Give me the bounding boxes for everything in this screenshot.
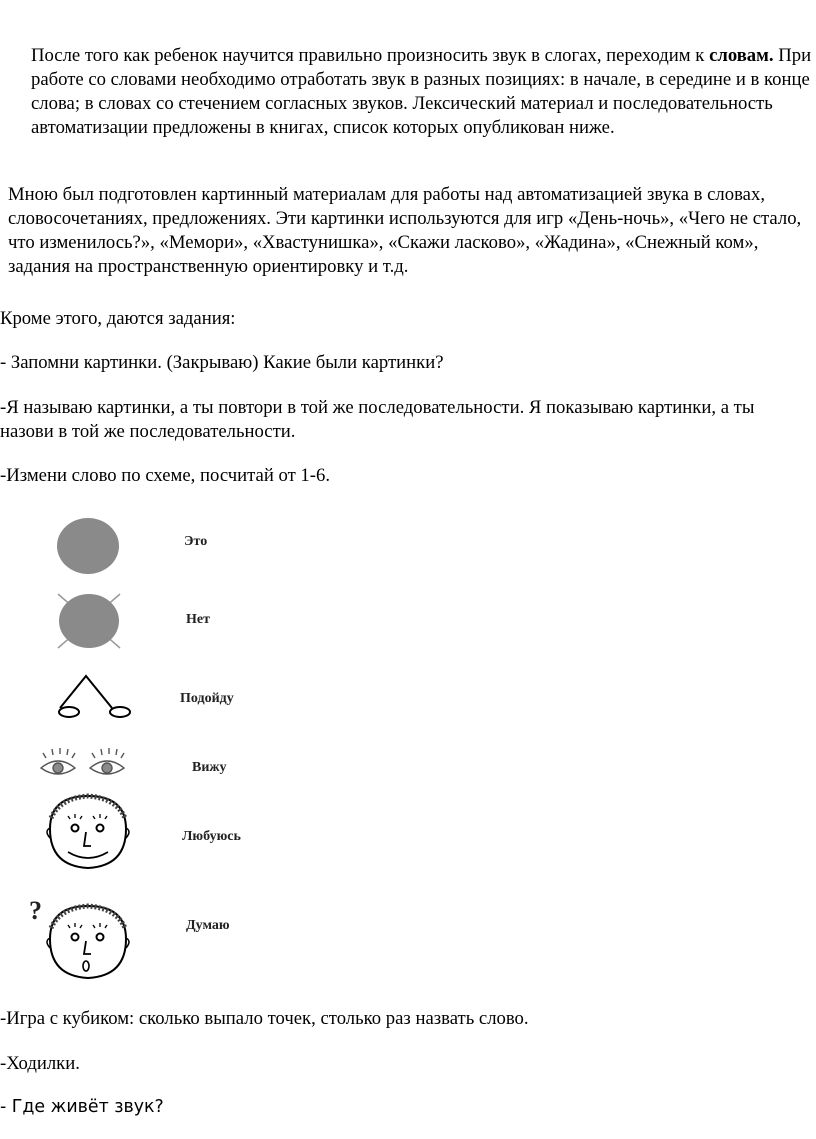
scheme-label-podoydu: Подойду (180, 691, 234, 706)
scheme-label-dumayu: Думаю (186, 918, 230, 933)
paragraph-materials: Мною был подготовлен картинный материалам для работы над автоматизацией звука в словах, словосочетаниях, предложениях. Эти картинки используются для игр «День-ночь», «Чего не стало, что изменилось?», «Мемори», «Хвастунишка», «Скажи ласково», «Жадина», «Снежный ком», задания на пространственную ориентировку и т.д. (8, 184, 802, 277)
scheme-label-net: Нет (186, 612, 210, 627)
scheme-label-eto: Это (184, 534, 208, 549)
task-walkers: -Ходилки. (0, 1053, 80, 1074)
admiring-face-icon (47, 796, 129, 868)
paragraph-tasks-intro: Кроме этого, даются задания: (0, 308, 236, 329)
paragraph-intro-lead: После того как ребенок научится правильно произносить звук в слогах, переходим к (31, 45, 710, 66)
scheme-label-lyubuyus: Любуюсь (182, 829, 241, 844)
word-change-scheme (20, 506, 300, 986)
task-remember-pictures: - Запомни картинки. (Закрываю) Какие были картинки? (0, 352, 444, 373)
eyes-icon (41, 748, 124, 774)
paragraph-intro (0, 44, 816, 140)
task-where-sound-lives: - Где живёт звук? (0, 1097, 164, 1117)
filled-circle-icon (57, 518, 119, 574)
scheme-drawings (20, 506, 300, 986)
task-change-word-scheme: -Измени слово по схеме, посчитай от 1-6. (0, 465, 331, 486)
crossed-circle-icon (58, 594, 120, 648)
thinking-face-icon (47, 906, 129, 978)
paragraph-intro-rest: При работе со словами необходимо отработать звук в разных позициях: в начале, в середине и в конце слова; в словах со стечением согласных звуков. Лексический материал и последовательность автоматизации предложены в книгах, список которых опубликован ниже. (31, 45, 812, 138)
scheme-label-vizhu: Вижу (192, 760, 227, 775)
question-mark: ? (29, 896, 42, 925)
walking-legs-icon (59, 676, 130, 717)
paragraph-intro-bold-word: словам. (709, 45, 774, 66)
task-dice-game: -Игра с кубиком: сколько выпало точек, столько раз назвать слово. (0, 1008, 529, 1029)
task-repeat-sequence: -Я называю картинки, а ты повтори в той же последовательности. Я показываю картинки, а ты назови в той же последовательности. (0, 397, 755, 442)
